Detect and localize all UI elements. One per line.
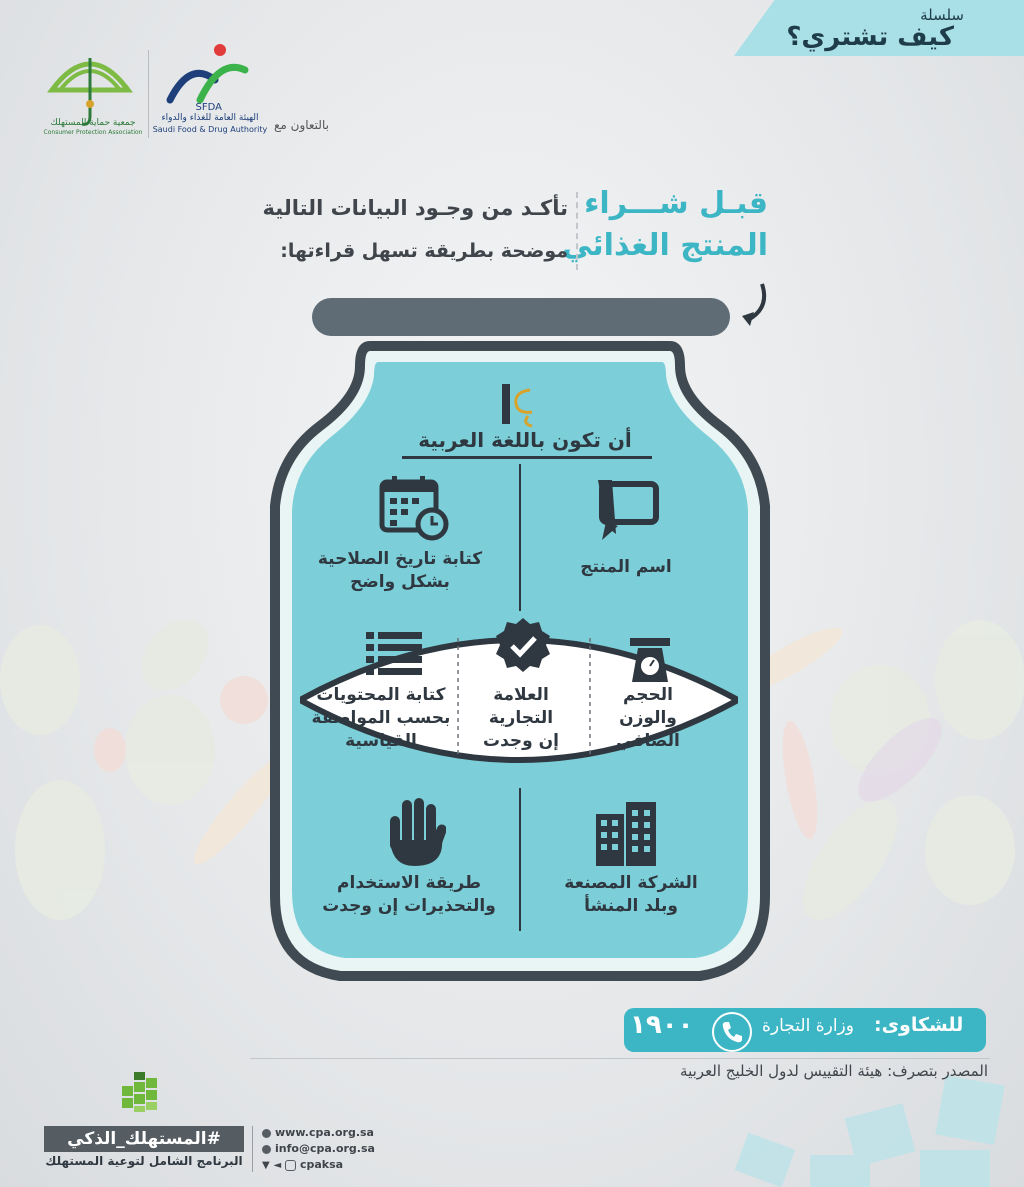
social-contact[interactable] [262, 1158, 343, 1171]
calendar-clock-icon [378, 474, 450, 542]
weight-line-1: الحجم [622, 685, 674, 705]
sfda-abbr: SFDA [195, 102, 222, 113]
source-credit: المصدر بتصرف: هيئة التقييس لدول الخليج العربية [680, 1062, 988, 1080]
headline-instruction-1: تأكـد من وجـود البيانات التالية [262, 196, 568, 220]
website-text[interactable]: www.cpa.org.sa [275, 1126, 374, 1139]
twitter-icon: ▼ [262, 1160, 270, 1171]
product-name-label: اسم المنتج [580, 557, 672, 577]
building-icon [594, 800, 658, 868]
headline-divider [576, 192, 578, 270]
trademark-line-3: إن وجدت [483, 730, 559, 751]
phone-icon[interactable] [712, 1012, 752, 1052]
instagram-icon [285, 1160, 296, 1171]
sfda-mark-icon [500, 380, 540, 428]
title-underline [402, 456, 652, 459]
complaints-number[interactable]: ١٩٠٠ [630, 1010, 694, 1040]
product-name-icon [592, 478, 660, 544]
contents-line-2: بحسب المواصفة [311, 707, 451, 728]
sfda-name: الهيئة العامة للغذاء والدواء [161, 113, 259, 123]
weight-label [598, 684, 698, 753]
logo-divider [148, 50, 149, 138]
footer-divider [252, 1126, 253, 1172]
contents-label [306, 684, 456, 753]
sfda-name-en: Saudi Food & Drug Authority [152, 125, 268, 134]
scale-icon [628, 634, 672, 684]
curved-arrow-icon [740, 282, 770, 328]
email-icon [262, 1145, 271, 1154]
expiry-date-label [300, 548, 500, 594]
cpa-name-en: Consumer Protection Association [43, 129, 143, 136]
hashtag-text[interactable]: #المستهلك_الذكي [67, 1129, 221, 1149]
globe-icon [262, 1129, 271, 1138]
smart-consumer-cube-icon [118, 1072, 162, 1114]
sfda-logo-icon [160, 40, 260, 120]
expiry-line-2: بشكل واضح [350, 571, 450, 592]
trademark-label [466, 684, 576, 753]
email-text[interactable]: info@cpa.org.sa [275, 1142, 375, 1155]
series-label: سلسلة [920, 6, 964, 24]
arabic-language-title: أن تكون باللغة العربية [418, 428, 632, 452]
verified-badge-icon [494, 616, 552, 674]
manufacturer-label [556, 872, 706, 918]
headline-instruction-2: موضحة بطريقة تسهل قراءتها: [280, 240, 568, 262]
usage-line-1: طريقة الاستخدام [337, 873, 481, 893]
contents-line-3: القياسية [345, 730, 417, 751]
weight-line-3: الصافي [616, 730, 680, 751]
contents-line-1: كتابة المحتويات [316, 685, 446, 705]
weight-line-2: والوزن [619, 707, 677, 728]
complaints-label: للشكاوى: [874, 1014, 964, 1036]
usage-line-2: والتحذيرات إن وجدت [322, 895, 496, 916]
program-tagline: البرنامج الشامل لتوعية المستهلك [45, 1154, 243, 1168]
jar-lid [312, 298, 730, 336]
trademark-line-1: العلامة [493, 685, 549, 705]
usage-label [304, 872, 514, 918]
series-title: كيف تشتري؟ [786, 22, 954, 52]
headline-food-product: المنتج الغذائي [562, 228, 768, 263]
social-handle[interactable]: cpaksa [299, 1158, 344, 1171]
complaints-ministry: وزارة التجارة [762, 1016, 854, 1036]
manufacturer-line-2: وبلد المنشأ [584, 895, 678, 916]
collaboration-label: بالتعاون مع [274, 118, 329, 132]
manufacturer-line-1: الشركة المصنعة [564, 873, 698, 893]
source-divider [250, 1058, 990, 1059]
cpa-name: جمعية حماية المستهلك [50, 118, 136, 128]
website-contact[interactable] [262, 1126, 374, 1139]
hand-stop-icon [384, 796, 446, 868]
trademark-line-2: التجارية [488, 707, 554, 728]
list-icon [366, 632, 422, 676]
email-contact[interactable] [262, 1142, 375, 1155]
telegram-icon: ◄ [273, 1160, 282, 1171]
headline-before-buying: قبـل شـــراء [584, 186, 768, 221]
expiry-line-1: كتابة تاريخ الصلاحية [317, 549, 483, 569]
